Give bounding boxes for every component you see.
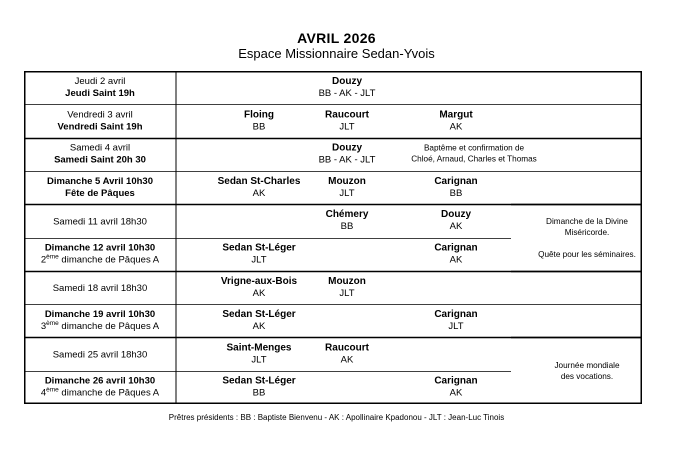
date-sub-label: Samedi Saint 20h 30 [54, 154, 146, 166]
priest-initials: AK [252, 287, 266, 299]
church-name: Sedan St-Charles [217, 175, 301, 187]
date-sub-label: 3ème dimanche de Pâques A [40, 320, 160, 333]
church-name: Raucourt [325, 109, 369, 121]
date-label: Samedi 18 avril 18h30 [52, 282, 148, 294]
date-label: Samedi 25 avril 18h30 [52, 349, 148, 361]
note-text: Chloé, Arnaud, Charles et Thomas [411, 154, 537, 164]
priest-initials: BB [449, 187, 463, 199]
note-text: Dimanche de la Divine [546, 217, 628, 226]
priest-initials: JLT [448, 321, 464, 333]
date-label: Dimanche 26 avril 10h30 [44, 375, 156, 387]
church-name: Carignan [434, 242, 478, 254]
priest-initials: AK [252, 321, 266, 333]
church-name: Douzy [332, 76, 362, 87]
date-label: Dimanche 5 Avril 10h30 [47, 175, 153, 187]
date-label: Samedi 11 avril 18h30 [53, 216, 147, 228]
date-label: Dimanche 19 avril 10h30 [44, 309, 156, 321]
note-text: Journée mondiale [554, 361, 620, 371]
date-sub-label: 4ème dimanche de Pâques A [40, 386, 160, 399]
church-name: Carignan [434, 175, 478, 187]
schedule-table [24, 71, 642, 404]
church-name: Mouzon [328, 275, 366, 287]
note-text: Miséricorde. [564, 228, 610, 237]
date-label: Dimanche 12 avril 10h30 [44, 242, 156, 254]
church-name: Douzy [441, 209, 471, 221]
date-label: Jeudi 2 avril [74, 76, 126, 87]
priest-initials: AK [449, 221, 463, 233]
date-label: Samedi 4 avril [69, 142, 131, 154]
date-sub-label: Vendredi Saint 19h [57, 121, 143, 133]
priest-initials: BB [340, 221, 354, 233]
church-name: Vrigne-aux-Bois [220, 275, 298, 287]
page-title: AVRIL 2026 [297, 30, 376, 46]
priest-initials: BB [252, 121, 266, 133]
church-name: Chémery [325, 209, 369, 221]
church-name: Mouzon [328, 175, 366, 187]
priest-initials: BB - AK - JLT [318, 154, 376, 166]
priest-initials: AK [449, 121, 463, 133]
church-name: Sedan St-Léger [222, 375, 296, 387]
priest-initials: AK [449, 387, 463, 399]
priest-initials: JLT [339, 121, 355, 133]
church-name: Margut [439, 109, 473, 121]
date-sub-label: 2ème dimanche de Pâques A [40, 253, 160, 266]
church-name: Sedan St-Léger [222, 242, 296, 254]
church-name: Douzy [332, 142, 362, 154]
church-name: Carignan [434, 309, 478, 321]
church-name: Saint-Menges [226, 342, 292, 354]
note-text: Quête pour les séminaires. [538, 250, 636, 259]
page-subtitle: Espace Missionnaire Sedan-Yvois [238, 46, 435, 61]
date-sub-label: Fête de Pâques [65, 187, 135, 199]
church-name: Raucourt [325, 342, 369, 354]
priest-initials: JLT [339, 187, 355, 199]
note-text: Baptême et confirmation de [423, 143, 525, 153]
priest-initials: JLT [251, 254, 267, 266]
priest-initials: BB [252, 387, 266, 399]
date-sub-label: Jeudi Saint 19h [65, 88, 135, 99]
church-name: Floing [244, 109, 274, 121]
priest-initials: BB - AK - JLT [318, 88, 376, 99]
priest-initials: AK [449, 254, 463, 266]
priest-initials: AK [340, 354, 354, 366]
church-name: Sedan St-Léger [222, 309, 296, 321]
priest-initials: JLT [251, 354, 267, 366]
priest-initials: JLT [339, 287, 355, 299]
priest-initials: AK [252, 187, 266, 199]
date-label: Vendredi 3 avril [67, 109, 133, 121]
footer-priests-legend: Prêtres présidents : BB : Baptiste Bienvenu - AK : Apollinaire Kpadonou - JLT : Jean-Luc Tinois [168, 413, 505, 422]
church-name: Carignan [434, 375, 478, 387]
note-text: des vocations. [560, 372, 614, 382]
